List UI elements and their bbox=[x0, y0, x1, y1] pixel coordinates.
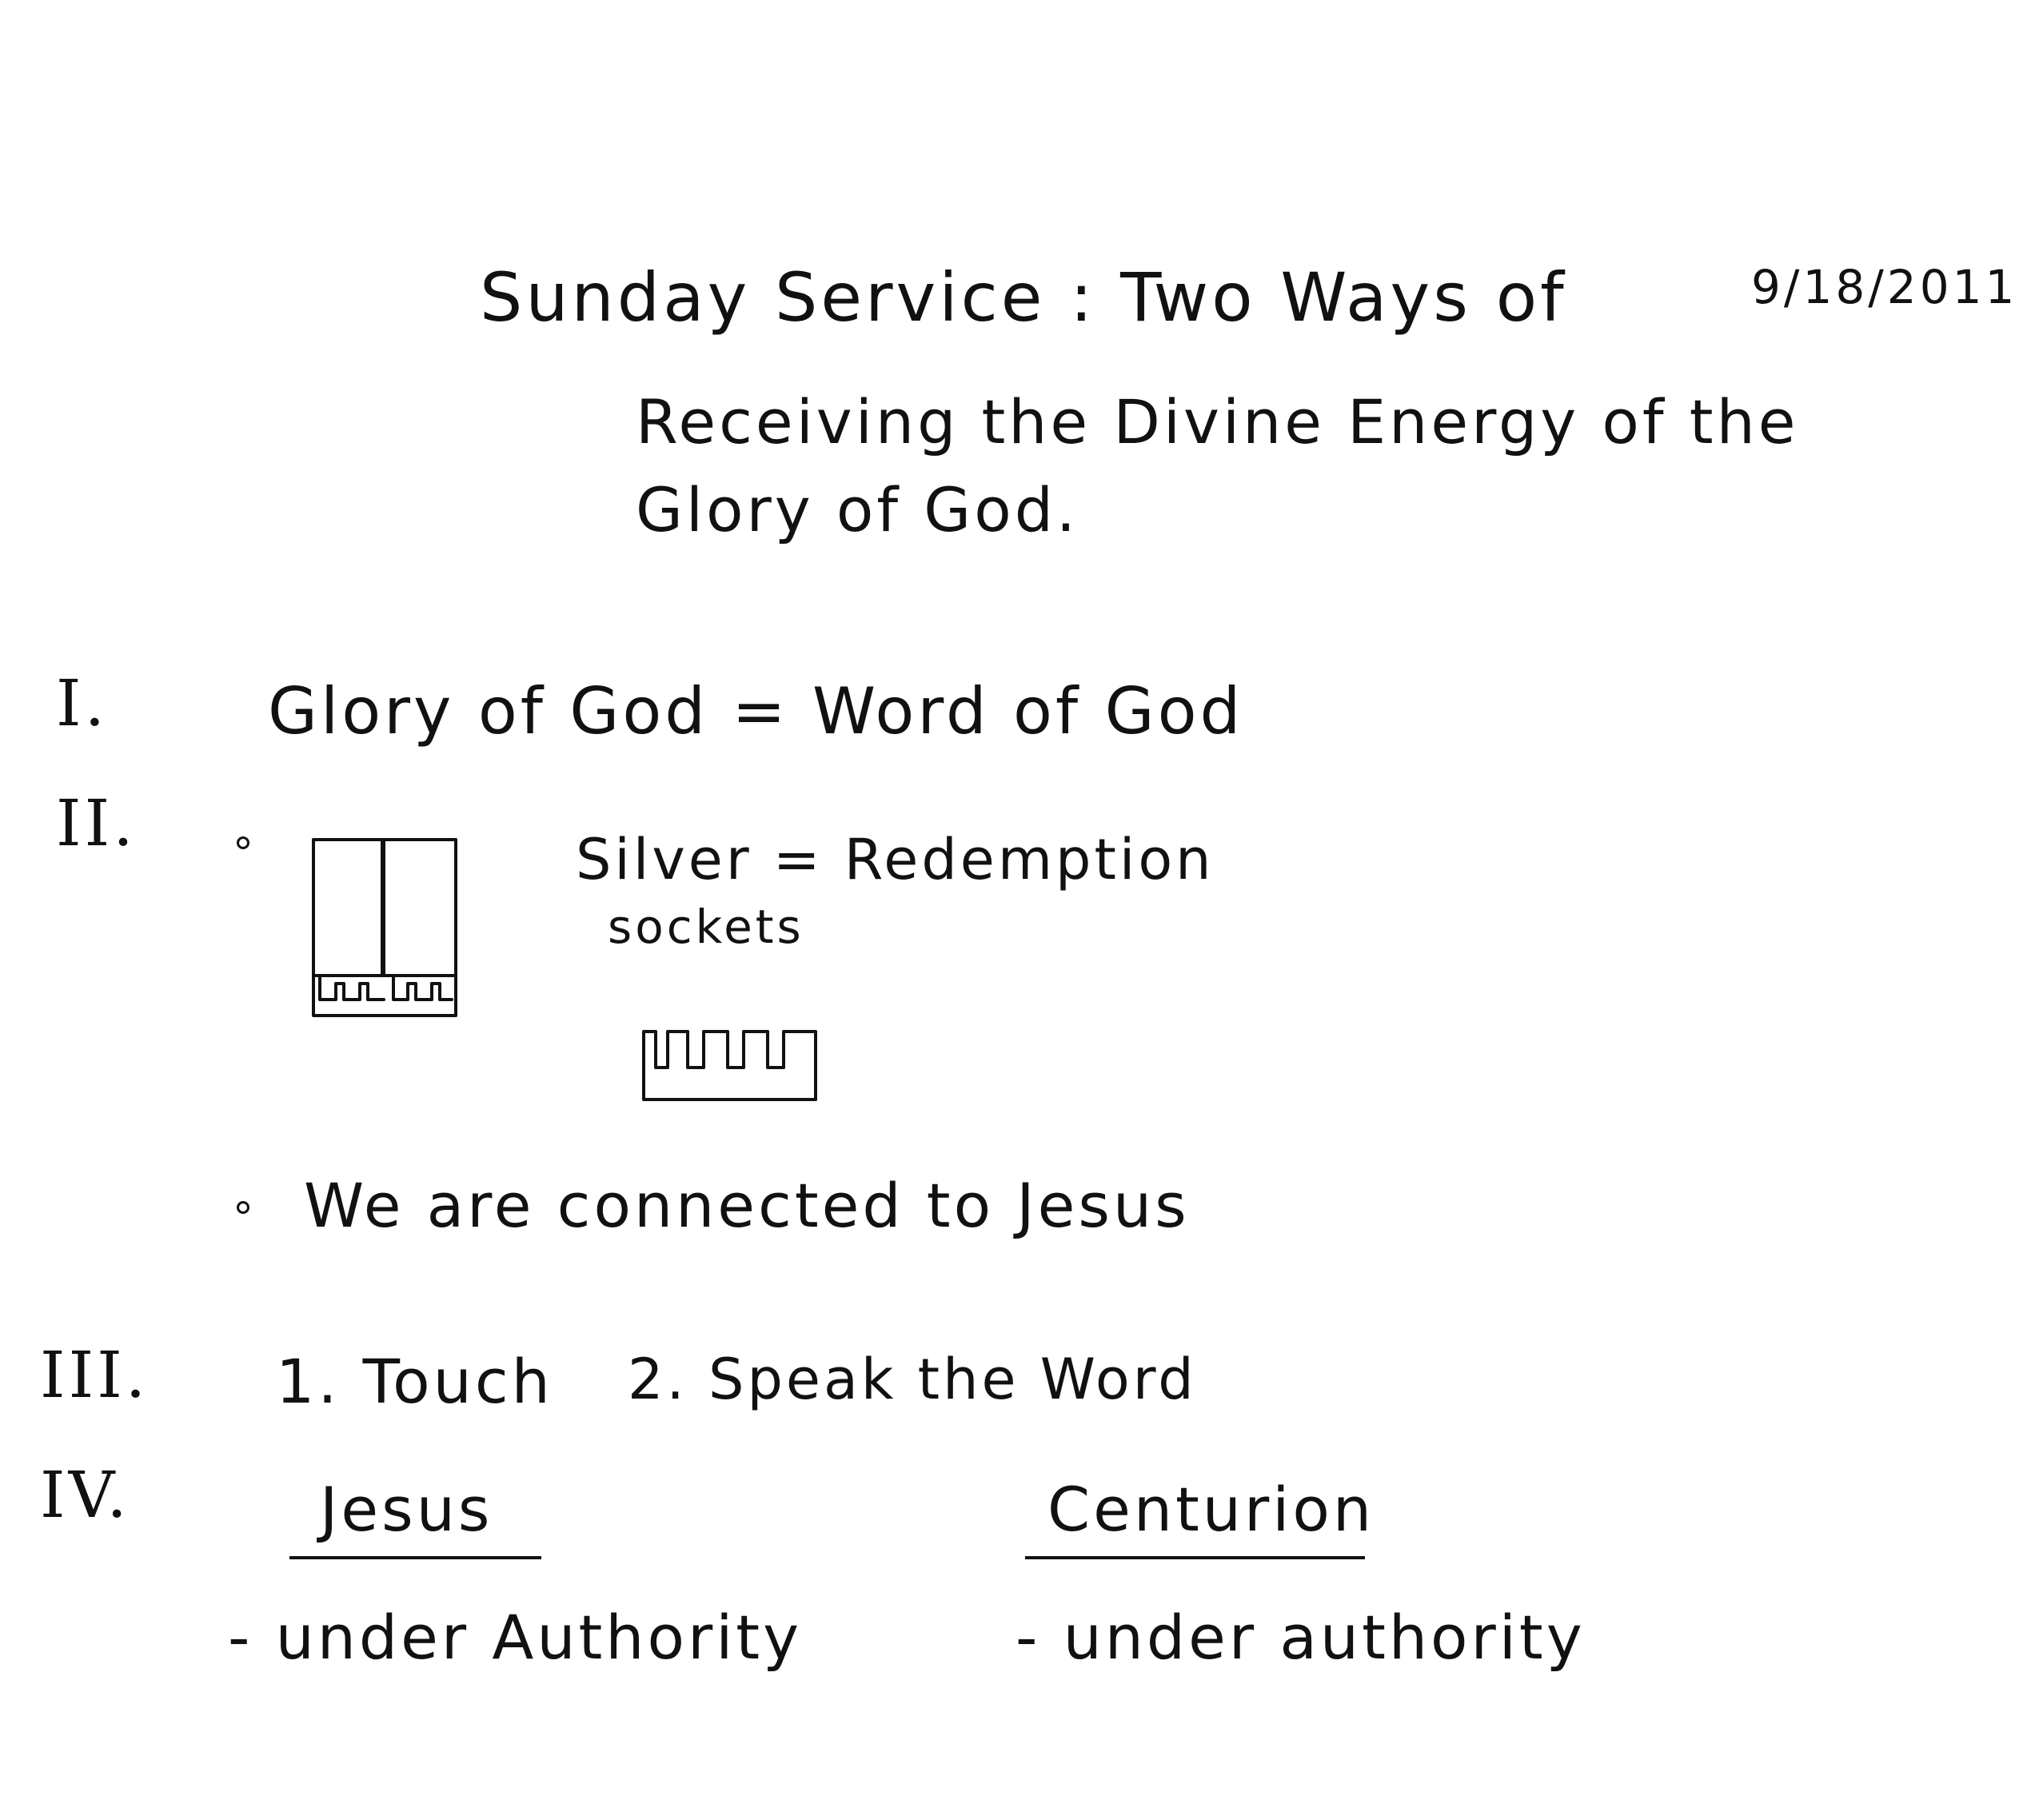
silver-redemption-label: Silver = Redemption bbox=[576, 827, 1215, 892]
boards-sketch-icon bbox=[304, 832, 480, 1024]
column-heading-jesus: Jesus bbox=[320, 1474, 493, 1545]
heading-underline bbox=[1025, 1556, 1365, 1559]
section-2-bullet-text: We are connected to Jesus bbox=[304, 1170, 1190, 1241]
heading-underline bbox=[289, 1556, 541, 1559]
section-2-numeral: II. bbox=[56, 786, 137, 860]
title-line-1: Sunday Service : Two Ways of bbox=[480, 258, 1567, 337]
section-3-numeral: III. bbox=[40, 1338, 150, 1412]
socket-sketch-icon bbox=[640, 1024, 824, 1120]
centurion-under-authority: - under authority bbox=[1016, 1602, 1586, 1673]
bullet-dot bbox=[237, 836, 249, 849]
sockets-label: sockets bbox=[608, 900, 804, 954]
bullet-dot bbox=[237, 1201, 249, 1214]
title-line-3: Glory of God. bbox=[636, 474, 1079, 545]
jesus-under-authority: - under Authority bbox=[228, 1602, 803, 1673]
title-line-2: Receiving the Divine Energy of the bbox=[636, 386, 1799, 457]
section-3-item-2: 2. Speak the Word bbox=[628, 1347, 1197, 1412]
column-heading-centurion: Centurion bbox=[1047, 1474, 1375, 1545]
section-1-numeral: I. bbox=[56, 666, 109, 740]
section-3-item-1: 1. Touch bbox=[276, 1346, 553, 1417]
section-1-text: Glory of God = Word of God bbox=[268, 674, 1244, 748]
date: 9/18/2011 bbox=[1751, 260, 2018, 314]
section-4-numeral: IV. bbox=[40, 1458, 130, 1532]
